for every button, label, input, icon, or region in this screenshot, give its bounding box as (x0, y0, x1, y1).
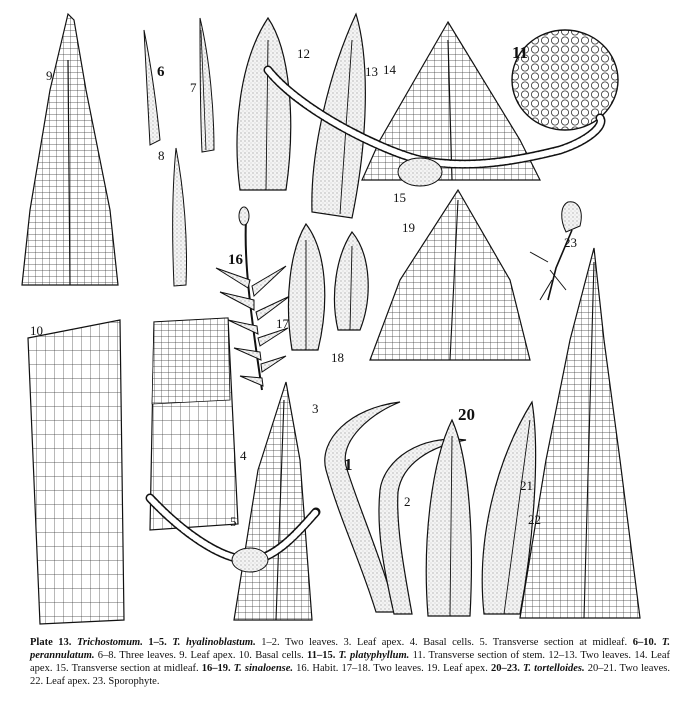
label-4: 4 (240, 448, 247, 463)
label-6: 6 (157, 64, 165, 80)
caption-range-5: 20–23. (490, 663, 523, 674)
caption-species-2: T. perannulatum. (30, 637, 670, 661)
figure-18-leaf (334, 232, 368, 330)
caption-species-3: T. platyphyllum. (338, 650, 410, 661)
caption-text-1: 1–2. Two leaves. 3. Leaf apex. 4. Basal cells. 5. Transverse section at midleaf. (255, 637, 633, 648)
label-11: 11 (512, 43, 529, 62)
label-3: 3 (312, 401, 319, 416)
figure-10-basal-cells (28, 320, 124, 624)
label-12: 12 (297, 46, 310, 61)
figure-8-leaf (173, 148, 187, 286)
caption-text-4: 16. Habit. 17–18. Two leaves. 19. Leaf apex. (293, 663, 491, 674)
label-5: 5 (230, 514, 237, 529)
caption-range-2: 6–10. (632, 637, 662, 648)
figure-17-leaf (288, 224, 324, 350)
figure-12-leaf (237, 18, 291, 190)
label-17: 17 (276, 316, 289, 331)
caption-species-5: T. tortelloides. (522, 663, 585, 674)
caption-range-3: 11–15. (307, 650, 339, 661)
label-14: 14 (383, 62, 396, 77)
figure-19-leaf-apex (370, 190, 530, 360)
caption-plate-number: Plate 13. (30, 637, 72, 648)
label-20: 20 (458, 405, 475, 424)
caption-text-5: 20–21. Two leaves. 22. Leaf apex. 23. Sporophyte. (30, 663, 670, 687)
label-23: 23 (564, 235, 577, 250)
label-22: 22 (528, 512, 541, 527)
figure-23-sporophyte (530, 202, 581, 300)
label-16: 16 (228, 252, 243, 268)
figure-4-basal-cells (150, 318, 238, 530)
caption-species-1: T. hyalinoblastum. (172, 637, 256, 648)
caption-range-1: 1–5. (142, 637, 173, 648)
figure-3-leaf-apex (234, 382, 312, 620)
label-13: 13 (365, 64, 378, 79)
caption-genus: Trichostomum. (77, 637, 143, 648)
figure-6-leaf (144, 30, 160, 145)
label-21: 21 (520, 478, 533, 493)
label-7: 7 (190, 80, 197, 95)
label-15: 15 (393, 190, 406, 205)
caption-text-3: 11. Transverse section of stem. 12–13. Two leaves. 14. Leaf apex. 15. Transverse section at midleaf. (30, 650, 671, 674)
caption-species-4: T. sinaloense. (233, 663, 294, 674)
label-1: 1 (344, 455, 353, 474)
label-18: 18 (331, 350, 344, 365)
figure-7-leaf (200, 18, 214, 152)
figure-9-leaf-apex (22, 14, 118, 285)
caption-text-2: 6–8. Three leaves. 9. Leaf apex. 10. Basal cells. (94, 650, 308, 661)
plate-caption (30, 636, 670, 688)
label-2: 2 (404, 494, 411, 509)
label-9: 9 (46, 68, 53, 83)
caption-range-4: 16–19. (201, 663, 234, 674)
figure-22-leaf-apex (520, 248, 640, 618)
label-19: 19 (402, 220, 415, 235)
label-8: 8 (158, 148, 165, 163)
label-10: 10 (30, 323, 43, 338)
